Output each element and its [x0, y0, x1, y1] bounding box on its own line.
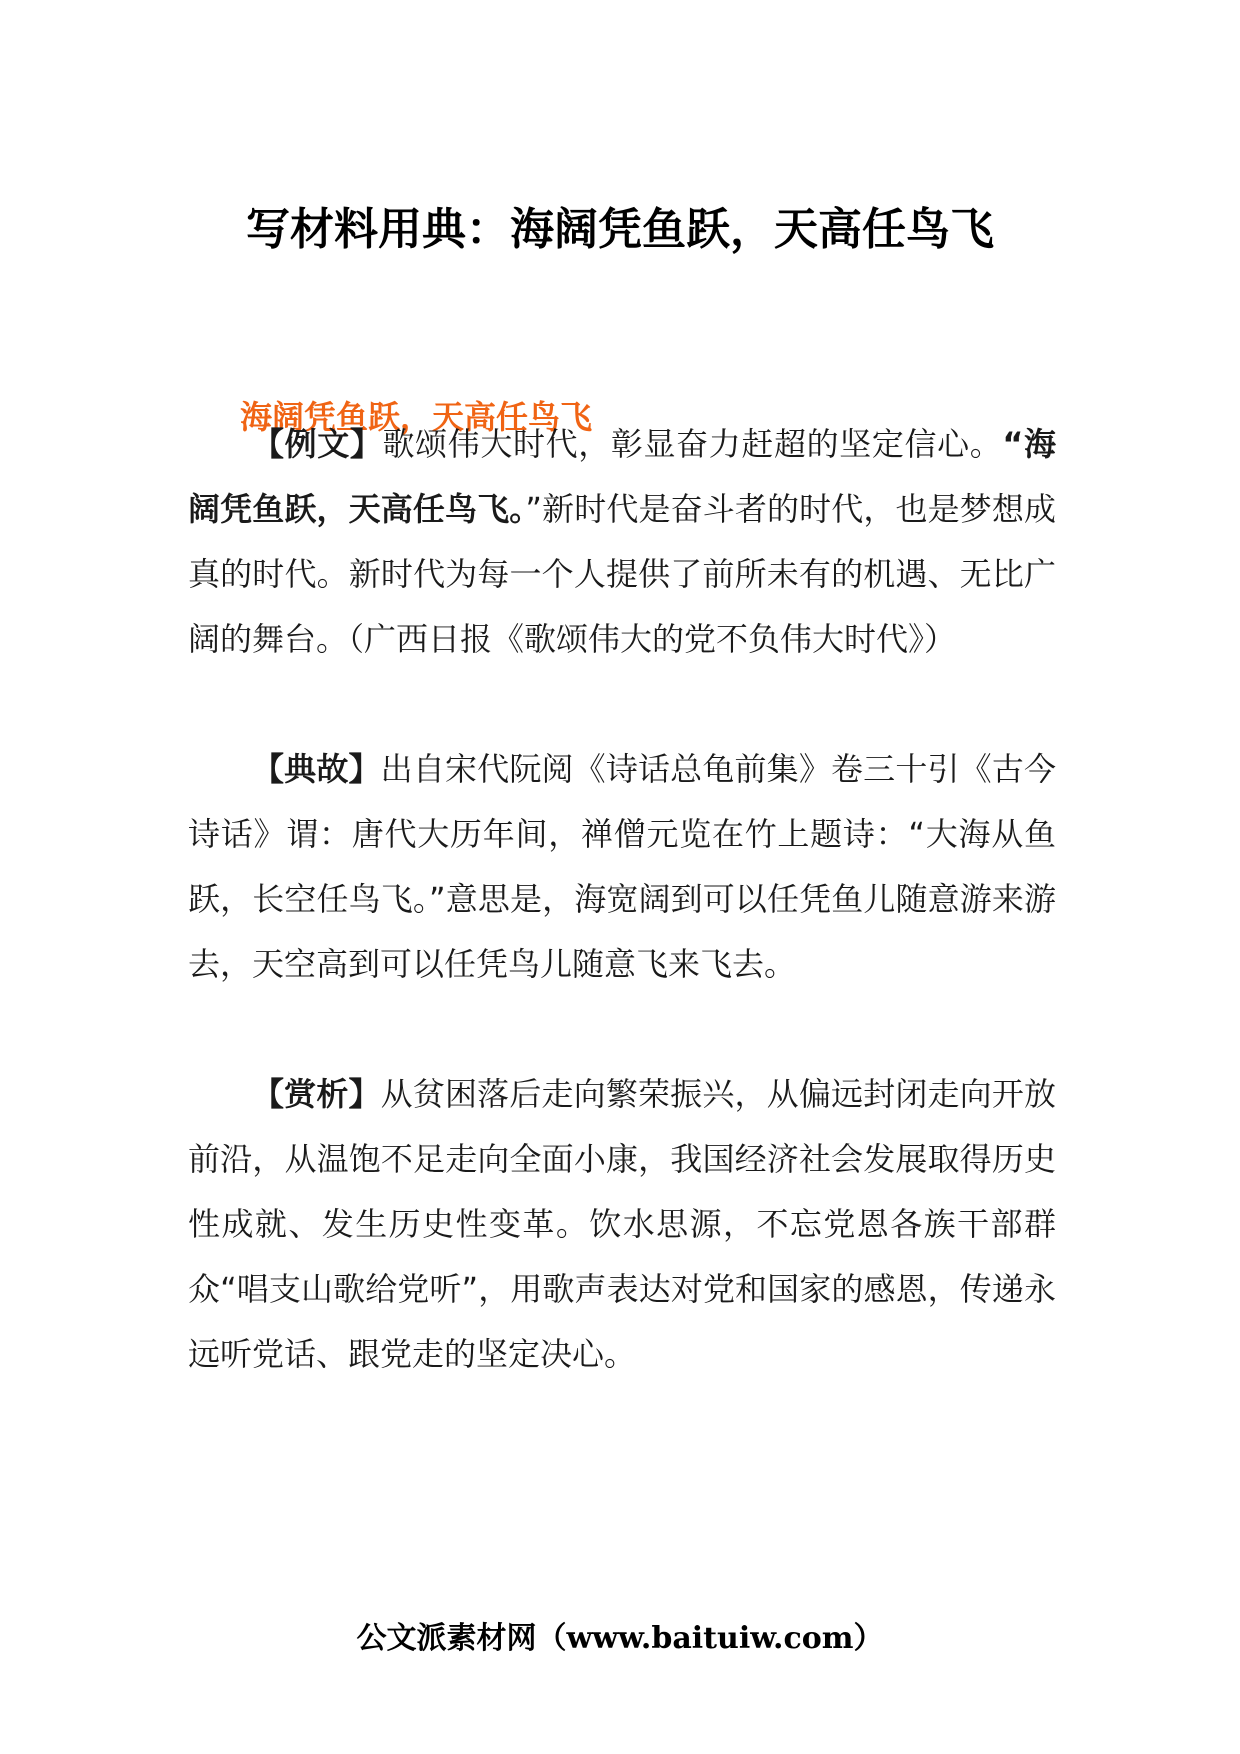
- example-paragraph: [188, 412, 1056, 672]
- appreciation-text: 从贫困落后走向繁荣振兴，从偏远封闭走向开放前沿，从温饱不足走向全面小康，我国经济社会发展取得历史性成就、发生历史性变革。饮水思源，不忘党恩各族干部群众“唱支山歌给党听”，用歌声表达对党和国家的感恩，传递永远听党话、跟党走的坚定决心。: [188, 1075, 1056, 1373]
- section-subtitle: 海阔凭鱼跃，天高任鸟飞: [240, 398, 593, 436]
- appreciation-tag: 【赏析】: [252, 1075, 381, 1113]
- footer-source: 公文派素材网（www.baituiw.com）: [356, 1621, 884, 1656]
- example-section: [188, 412, 1056, 672]
- example-quote: “海阔凭鱼跃，天高任鸟飞。: [188, 425, 1056, 528]
- appreciation-paragraph: [188, 1062, 1056, 1387]
- example-tag: 【例文】: [252, 425, 383, 463]
- example-text-before: 歌颂伟大时代，彰显奋力赶超的坚定信心。: [382, 425, 1003, 463]
- example-text-after: ”新时代是奋斗者的时代，也是梦想成真的时代。新时代为每一个人提供了前所未有的机遇、无比广阔的舞台。（广西日报《歌颂伟大的党不负伟大时代》）: [188, 490, 1056, 658]
- allusion-paragraph: [188, 737, 1056, 997]
- allusion-text: 出自宋代阮阅《诗话总龟前集》卷三十引《古今诗话》谓：唐代大历年间，禅僧元览在竹上题诗：“大海从鱼跃，长空任鸟飞。”意思是，海宽阔到可以任凭鱼儿随意游来游去，天空高到可以任凭鸟儿随意飞来飞去。: [188, 750, 1056, 983]
- page-title: 写材料用典：海阔凭鱼跃，天高任鸟飞: [246, 204, 994, 255]
- allusion-tag: 【典故】: [252, 750, 381, 788]
- allusion-section: [188, 737, 1056, 997]
- appreciation-section: [188, 1062, 1056, 1387]
